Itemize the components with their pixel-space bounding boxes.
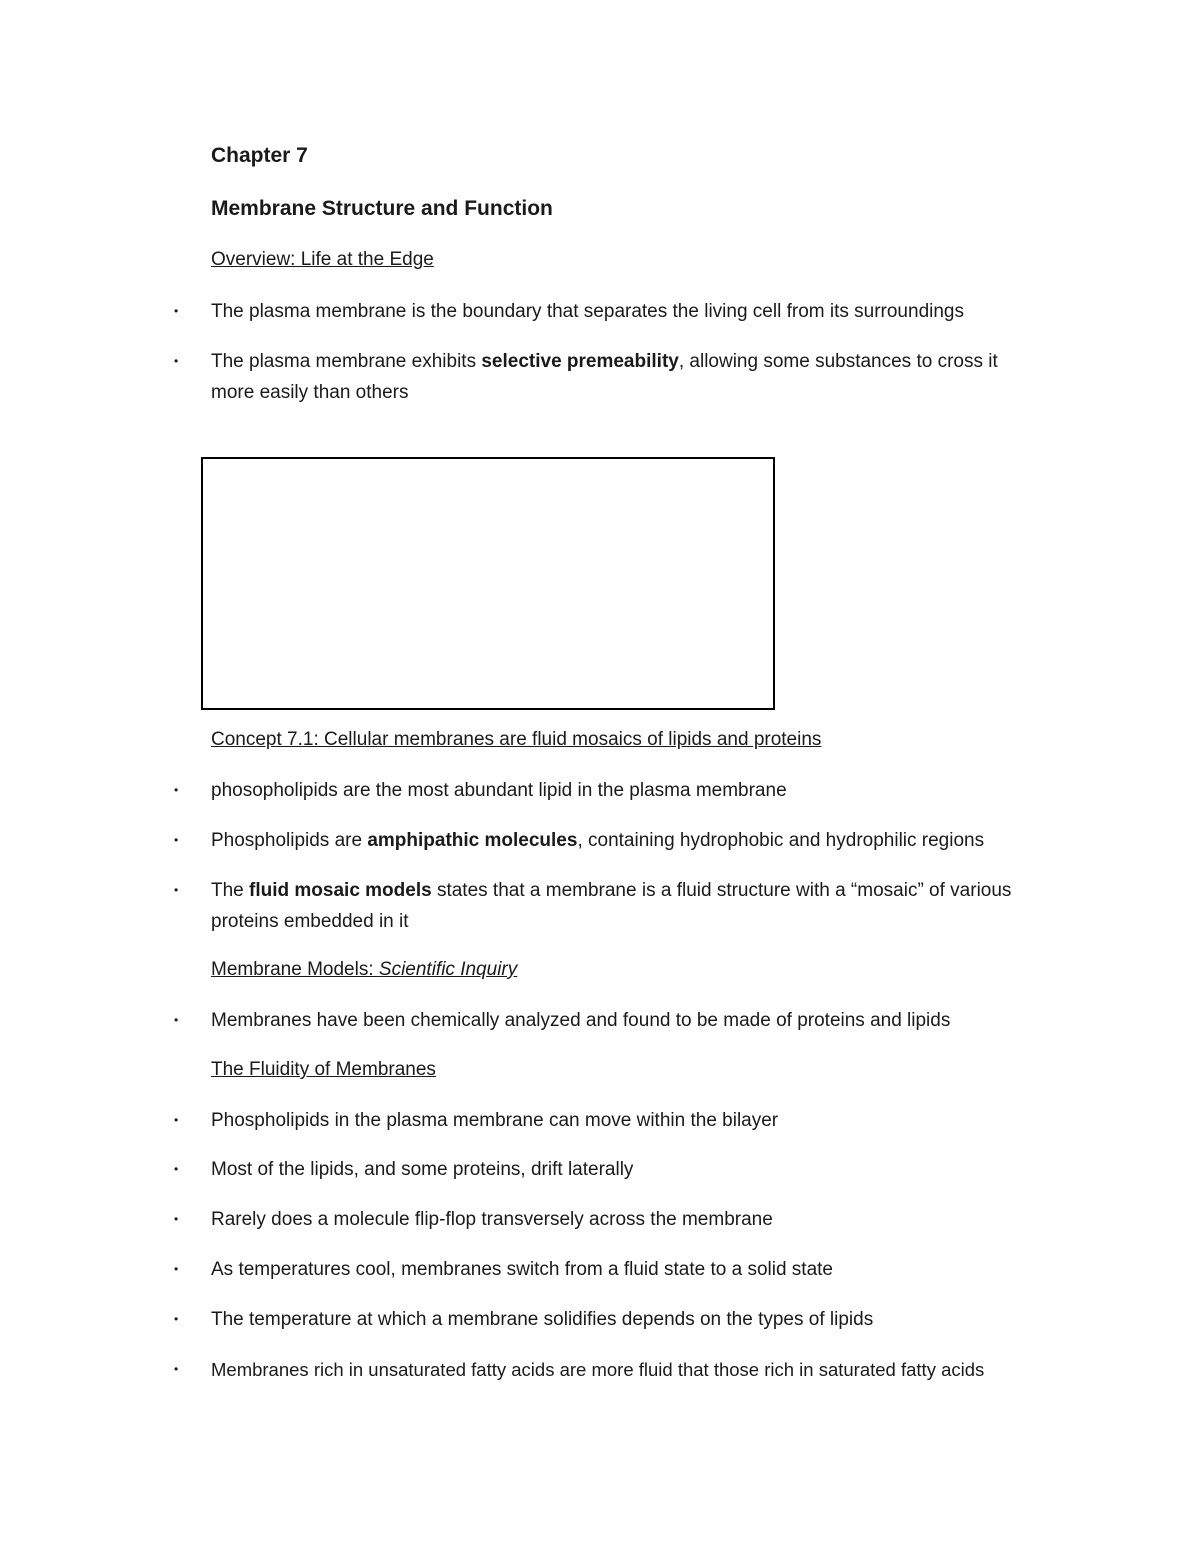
list-item: Phospholipids in the plasma membrane can move within the bilayer xyxy=(211,1110,779,1131)
figure-placeholder-box xyxy=(201,457,775,710)
bullet-icon: • xyxy=(174,1212,179,1226)
section-heading-concept-7-1: Concept 7.1: Cellular membranes are fluid mosaics of lipids and proteins xyxy=(211,729,822,750)
list-item: The fluid mosaic models states that a membrane is a fluid structure with a “mosaic” of various proteins embedded in it xyxy=(211,880,1012,932)
list-item: Membranes have been chemically analyzed and found to be made of proteins and lipids xyxy=(211,1010,951,1031)
list-item: The plasma membrane exhibits selective premeability, allowing some substances to cross it more easily than others xyxy=(211,351,998,403)
bullet-icon: • xyxy=(174,833,179,847)
bullet-icon: • xyxy=(174,354,179,368)
list-item: The plasma membrane is the boundary that separates the living cell from its surroundings xyxy=(211,301,964,322)
section-heading-overview: Overview: Life at the Edge xyxy=(211,249,434,270)
section-heading-fluidity: The Fluidity of Membranes xyxy=(211,1059,436,1080)
bullet-icon: • xyxy=(174,1113,179,1127)
list-item: As temperatures cool, membranes switch from a fluid state to a solid state xyxy=(211,1259,833,1280)
bullet-icon: • xyxy=(174,783,179,797)
bullet-icon: • xyxy=(174,304,179,318)
list-item: Rarely does a molecule flip-flop transversely across the membrane xyxy=(211,1209,773,1230)
list-item: Most of the lipids, and some proteins, drift laterally xyxy=(211,1159,634,1180)
document-title: Membrane Structure and Function xyxy=(211,197,553,220)
bullet-icon: • xyxy=(174,1013,179,1027)
list-item: phosopholipids are the most abundant lipid in the plasma membrane xyxy=(211,780,787,801)
bullet-icon: • xyxy=(174,1162,179,1176)
list-item: The temperature at which a membrane solidifies depends on the types of lipids xyxy=(211,1309,874,1330)
chapter-number: Chapter 7 xyxy=(211,144,308,167)
section-heading-membrane-models: Membrane Models: Scientific Inquiry xyxy=(211,959,518,980)
bullet-icon: • xyxy=(174,1362,179,1376)
list-item: Membranes rich in unsaturated fatty acids are more fluid that those rich in saturated fatty acids xyxy=(211,1359,985,1380)
bullet-icon: • xyxy=(174,1312,179,1326)
list-item: Phospholipids are amphipathic molecules, containing hydrophobic and hydrophilic regions xyxy=(211,830,985,851)
bullet-icon: • xyxy=(174,883,179,897)
bullet-icon: • xyxy=(174,1262,179,1276)
